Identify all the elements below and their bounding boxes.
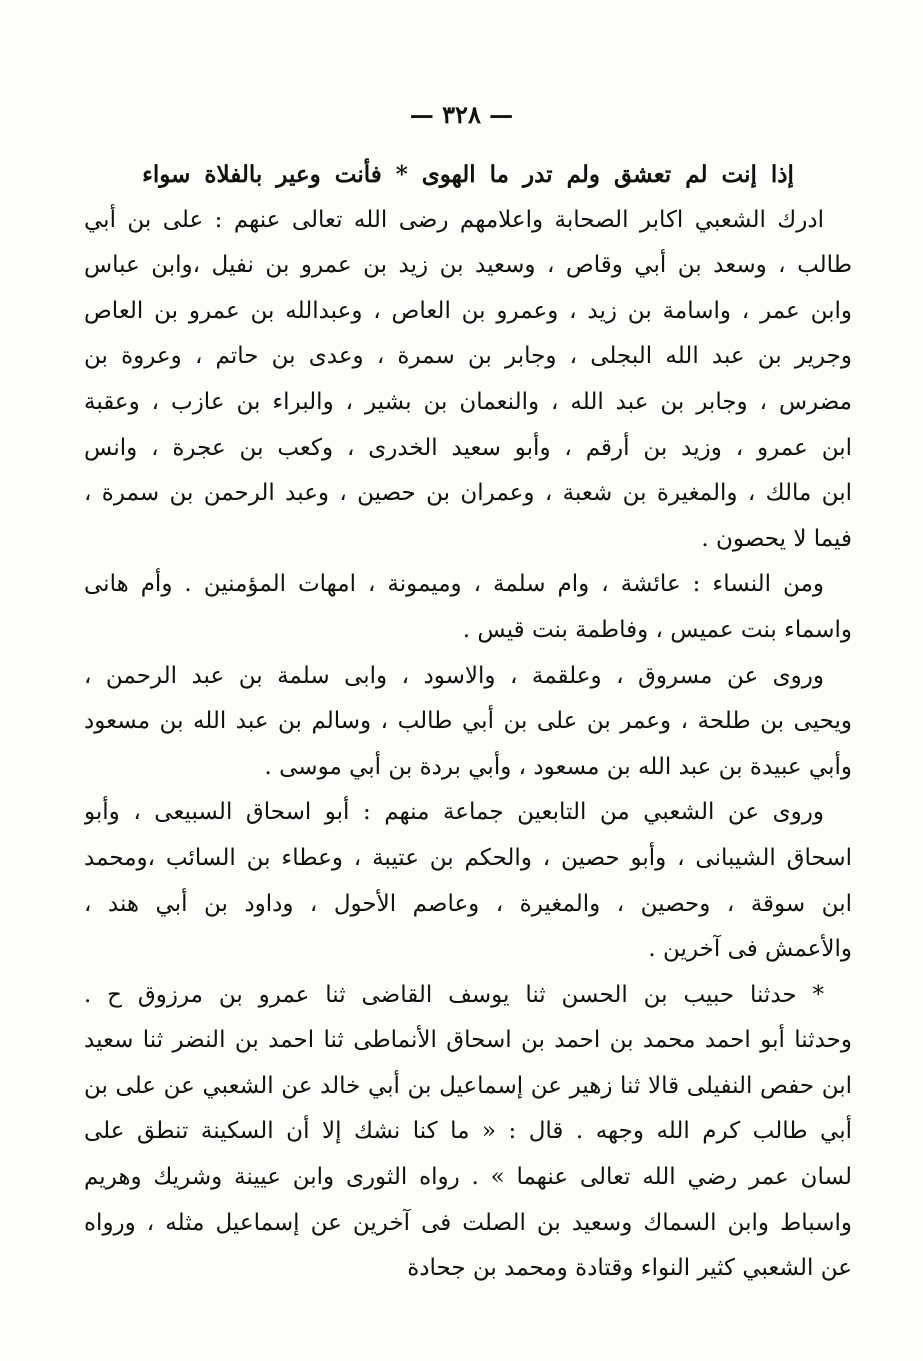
text-line: وروى عن الشعبي من التابعين جماعة منهم : أبو اسحاق السبيعى ، وأبو xyxy=(84,799,824,826)
text-line: ابن حفص النفيلى قالا ثنا زهير عن إسماعيل بن أبي خالد عن الشعبي عن على بن xyxy=(84,1072,852,1099)
text-line: وابن عمر ، واسامة بن زيد ، وعمرو بن العاص ، وعبدالله بن عمرو بن العاص xyxy=(84,297,852,324)
text-line: ابن سوقة ، وحصين ، والمغيرة ، وعاصم الأحول ، وداود بن أبي هند ، xyxy=(84,890,852,917)
text-line: ويحيى بن طلحة ، وعمر بن على بن أبي طالب ، وسالم بن عبد الله بن مسعود xyxy=(84,708,852,735)
text-line: وأبي عبيدة بن عبد الله بن مسعود ، وأبي بردة بن أبي موسى . xyxy=(264,753,852,780)
text-line: وحدثنا أبو احمد محمد بن احمد بن اسحاق الأنماطى ثنا احمد بن النضر ثنا سعيد xyxy=(84,1027,852,1054)
verse-line: إذا إنت لم تعشق ولم تدر ما الهوى * فأنت وعير بالفلاة سواء xyxy=(142,161,794,188)
text-line: * حدثنا حبيب بن الحسن ثنا يوسف القاضى ثنا عمرو بن مرزوق ح . xyxy=(84,981,824,1008)
text-line: وروى عن مسروق ، وعلقمة ، والاسود ، وابى سلمة بن عبد الرحمن ، xyxy=(84,662,824,689)
text-line: فيما لا يحصون . xyxy=(701,525,852,552)
text-line: واسباط وابن السماك وسعيد بن الصلت فى آخرين عن إسماعيل مثله ، ورواه xyxy=(84,1209,852,1236)
text-line: والأعمش فى آخرين . xyxy=(648,936,852,963)
text-line: ادرك الشعبي اكابر الصحابة واعلامهم رضى الله تعالى عنهم : على بن أبي xyxy=(84,206,824,233)
text-line: مضرس ، وجابر بن عبد الله ، والنعمان بن بشير ، والبراء بن عازب ، وعقبة xyxy=(84,388,852,415)
text-line: اسحاق الشيبانى ، وأبو حصين ، والحكم بن عتيبة ، وعطاء بن السائب ،ومحمد xyxy=(84,844,852,871)
text-line: طالب ، وسعد بن أبي وقاص ، وسعيد بن زيد بن عمرو بن نفيل ،وابن عباس xyxy=(84,252,852,279)
text-line: لسان عمر رضي الله تعالى عنهما » . رواه الثورى وابن عيينة وشريك وهريم xyxy=(84,1164,852,1191)
text-line: وجرير بن عبد الله البجلى ، وجابر بن سمرة ، وعدى بن حاتم ، وعروة بن xyxy=(84,343,852,370)
text-line: واسماء بنت عميس ، وفاطمة بنت قيس . xyxy=(462,616,852,643)
page-number: — ٣٢٨ — xyxy=(409,100,514,129)
text-line: عن الشعبي كثير النواء وقتادة ومحمد بن جحادة xyxy=(407,1255,852,1282)
text-line: أبي طالب كرم الله وجهه . قال : « ما كنا نشك إلا أن السكينة تنطق على xyxy=(84,1118,852,1145)
text-line: ومن النساء : عائشة ، وام سلمة ، وميمونة ، امهات المؤمنين . وأم هانى xyxy=(84,571,824,598)
text-line: ابن مالك ، والمغيرة بن شعبة ، وعمران بن حصين ، وعبد الرحمن بن سمرة ، xyxy=(84,480,852,507)
text-line: ابن عمرو ، وزيد بن أرقم ، وأبو سعيد الخدرى ، وكعب بن عجرة ، وانس xyxy=(84,434,852,461)
body-text xyxy=(84,152,852,1292)
